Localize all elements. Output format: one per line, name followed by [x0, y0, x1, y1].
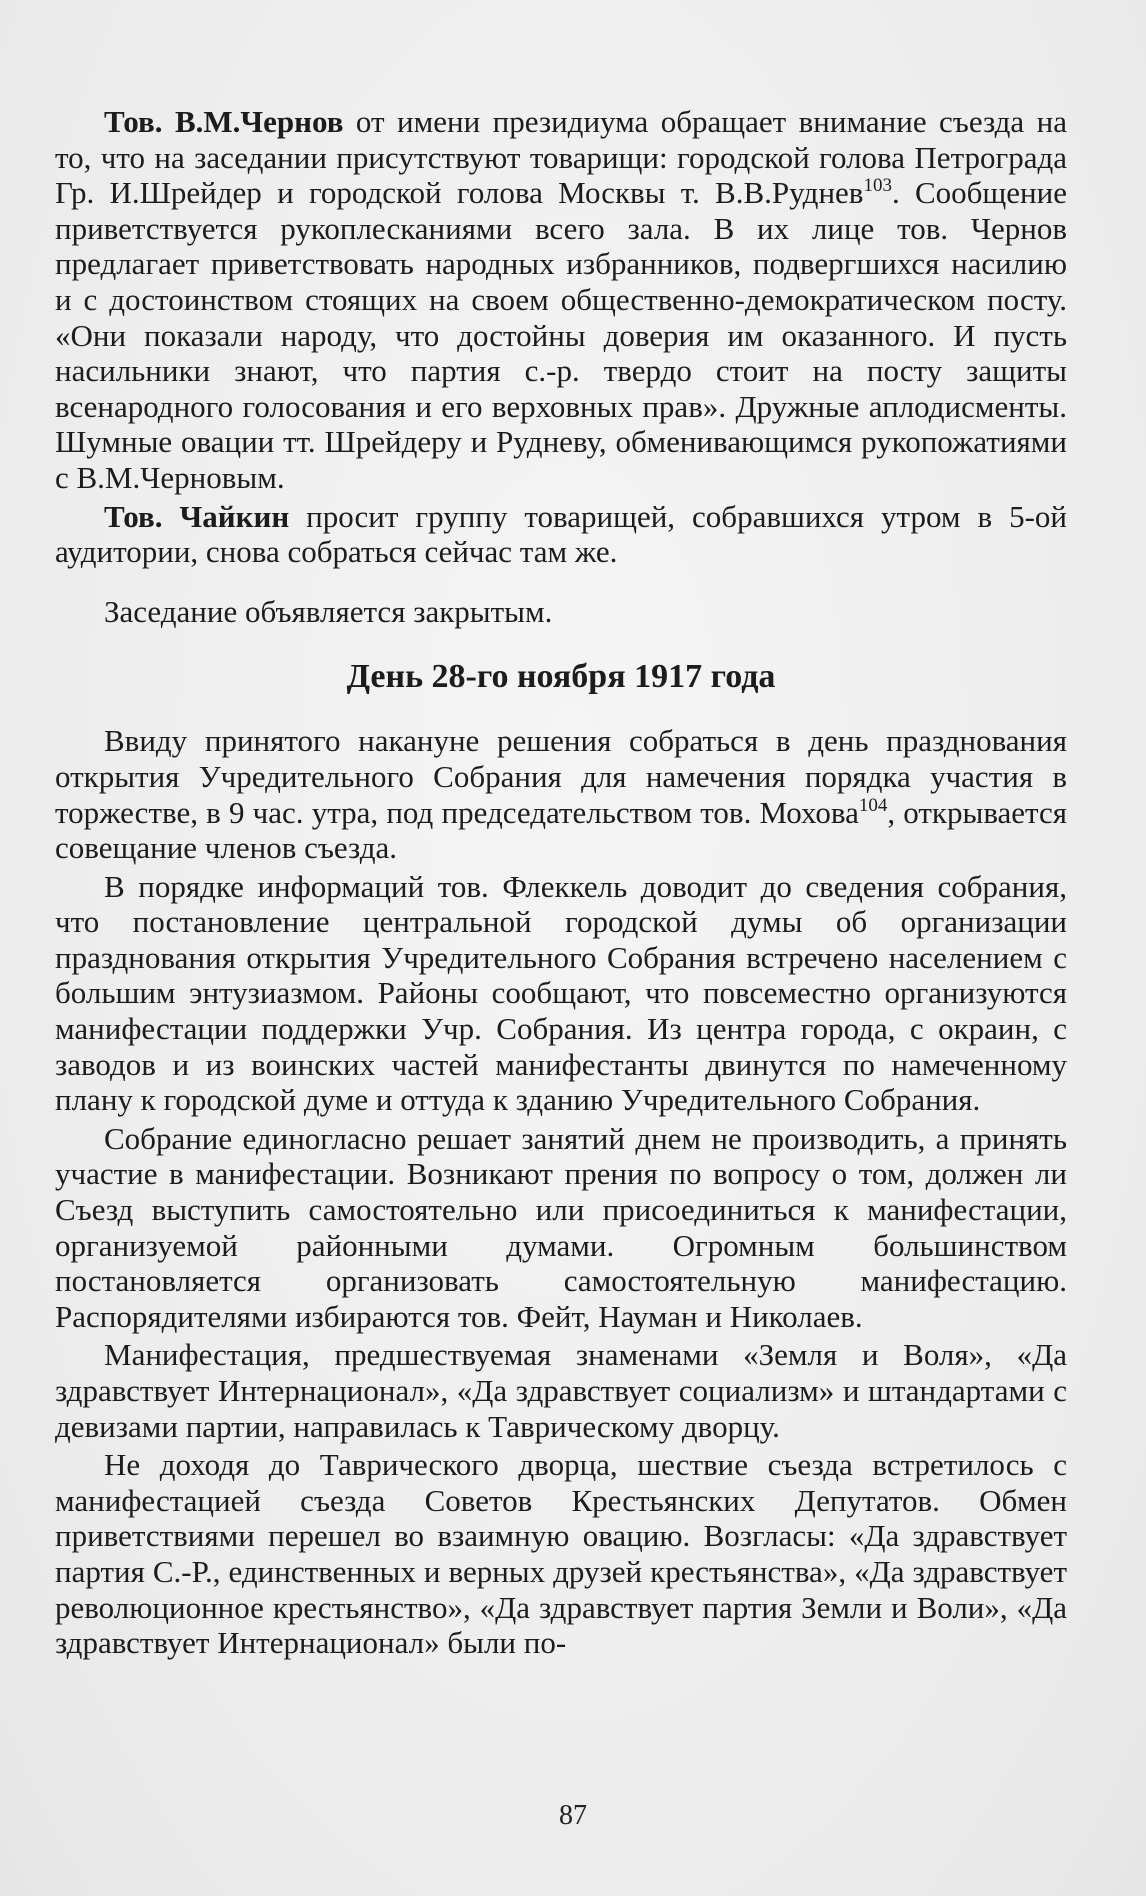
- paragraph-text: Не доходя до Таврического дворца, шествие съезда встретилось с манифестацией съезда Советов Крестьянских Депутатов. Обмен приветствиями перешел во взаимную овацию. Возгласы: «Да здравствует партия С.-Р., единственных и верных друзей крестьянства», «Да здравствует революционное крестьянство», «Да здравствует партия Земли и Воли», «Да здравствует Интернационал» были по-: [55, 1447, 1067, 1661]
- page-text: [55, 104, 1067, 1661]
- footnote-ref: 103: [863, 175, 892, 197]
- speaker-name: Тов. Чайкин: [104, 498, 290, 534]
- paragraph-text: Ввиду принятого накануне решения собраться в день празднования открытия Учредительного Собрания для намечения порядка участия в торжестве, в 9 час. утра, под председательством тов. Мохова: [55, 723, 1067, 830]
- paragraph-text: Манифестация, предшествуемая знаменами «Земля и Воля», «Да здравствует Интернационал», «Да здравствует социализм» и штандартами с девизами партии, направилась к Таврическому дворцу.: [55, 1337, 1067, 1444]
- paragraph-text: , открывается совещание членов съезда.: [55, 794, 1068, 866]
- paragraph-flekkel: [55, 869, 1067, 1118]
- paragraph-text: от имени президиума обращает внимание съезда на то, что на заседании присутствуют товарищи: городской голова Петрограда Гр. И.Шрейдер и городской голова Москвы т. В.В.Руднев: [55, 104, 1067, 211]
- paragraph-decision: [55, 1121, 1067, 1335]
- paragraph-text: В порядке информаций тов. Флеккель доводит до сведения собрания, что постановление центральной городской думы об организации празднования открытия Учредительного Собрания встречено населением с большим энтузиазмом. Районы сообщают, что повсеместно организуются манифестации поддержки Учр. Собрания. Из центра города, с окраин, с заводов и из воинских частей манифестанты двинутся по намеченному плану к городской думе и оттуда к зданию Учредительного Собрания.: [55, 868, 1067, 1118]
- footnote-ref: 104: [858, 794, 888, 816]
- paragraph-text: . Сообщение приветствуется рукоплесканиями всего зала. В их лице тов. Чернов предлагает приветствовать народных избранников, подвергшихся насилию и с достоинством стоящих на своем общественно-демократическом посту. «Они показали народу, что достойны доверия им оказанного. И пусть насильники знают, что партия с.-р. твердо стоит на посту защиты всенародного голосования и его верховных прав». Дружные аплодисменты. Шумные овации тт. Шрейдеру и Рудневу, обменивающимся рукопожатиями с В.М.Черновым.: [55, 175, 1067, 495]
- paragraph-closing: [55, 594, 1067, 630]
- paragraph-chernov: [55, 104, 1067, 496]
- paragraph-chaikin: [55, 499, 1067, 570]
- paragraph-meeting: [55, 723, 1067, 865]
- section-title: День 28-го ноября 1917 года: [346, 658, 776, 696]
- speaker-name: Тов. В.М.Чернов: [104, 104, 344, 139]
- paragraph-text: Заседание объявляется закрытым.: [104, 593, 553, 629]
- paragraph-manifestation: [55, 1337, 1067, 1444]
- page-number: 87: [559, 1800, 587, 1831]
- paragraph-text: Собрание единогласно решает занятий днем не производить, а принять участие в манифестации. Возникают прения по вопросу о том, должен ли Съезд выступить самостоятельно или присоединиться к манифестации, организуемой районными думами. Огромным большинством постановляется организовать самостоятельную манифестацию. Распорядителями избираются тов. Фейт, Науман и Николаев.: [55, 1120, 1067, 1334]
- paragraph-text: просит группу товарищей, собравшихся утром в 5-ой аудитории, снова собраться сейчас там же.: [55, 498, 1067, 570]
- paragraph-tauride: [55, 1447, 1067, 1661]
